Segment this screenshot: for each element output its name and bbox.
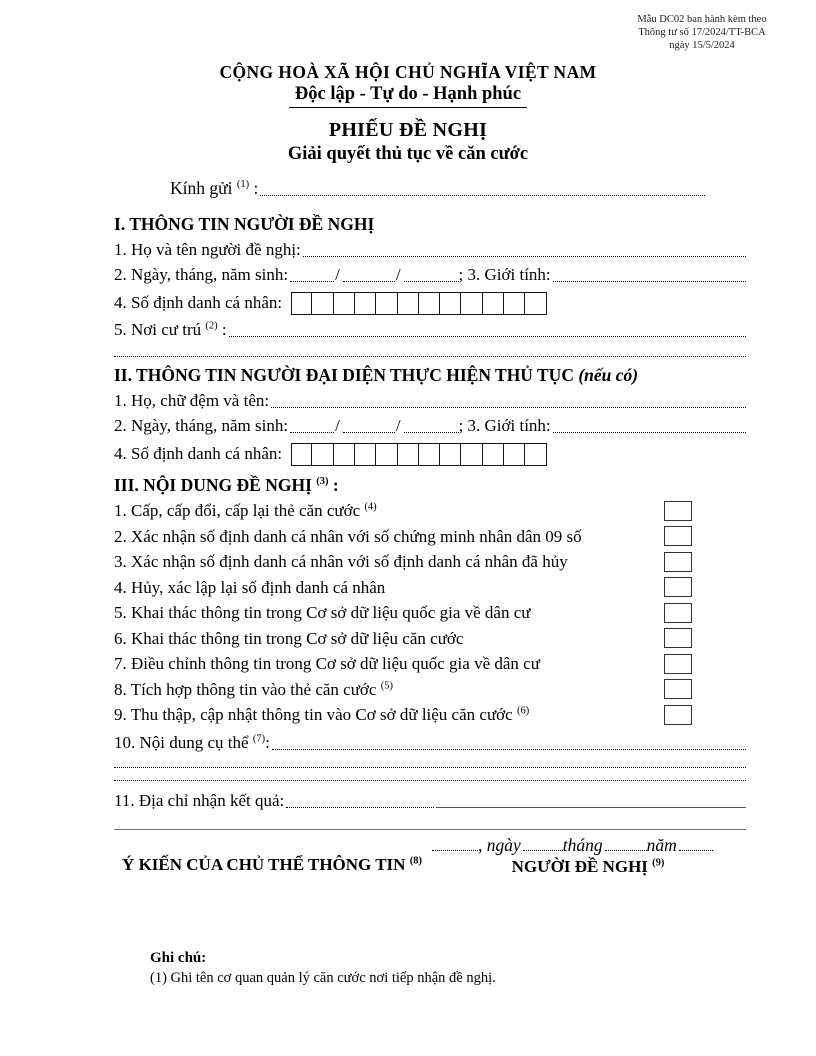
request-item-label: 2. Xác nhận số định danh cá nhân với số chứng minh nhân dân 09 số xyxy=(114,526,582,546)
request-item-label: 1. Cấp, cấp đổi, cấp lại thẻ căn cước $^{(4)}$ xyxy=(114,501,377,520)
representative-dob-row: 2. Ngày, tháng, năm sinh: / / ; 3. Giới tính: xyxy=(114,413,746,438)
idbox-cell[interactable] xyxy=(461,292,482,315)
footnotes xyxy=(114,949,746,988)
detail-content-input-line[interactable] xyxy=(272,748,746,750)
year-input-line[interactable] xyxy=(679,849,713,851)
detail-content-continuation-line-2[interactable] xyxy=(114,768,746,781)
form-title: PHIẾU ĐỀ NGHỊ xyxy=(328,119,488,141)
form-reference-line1: Mẫu DC02 ban hành kèm theo xyxy=(637,14,767,25)
date-place-row: , ngày tháng năm xyxy=(430,835,746,856)
request-item-row-7 xyxy=(114,651,746,677)
request-item-row-2 xyxy=(114,524,746,550)
idbox-cell[interactable] xyxy=(355,443,376,466)
applicant-dob-label: 2. Ngày, tháng, năm sinh: xyxy=(114,265,289,284)
national-motto: Độc lập - Tự do - Hạnh phúc xyxy=(289,84,527,108)
representative-id-label: 4. Số định danh cá nhân: xyxy=(114,444,283,463)
idbox-cell[interactable] xyxy=(312,292,333,315)
result-address-row xyxy=(114,788,746,813)
form-body xyxy=(114,176,746,988)
applicant-dob-year-line[interactable] xyxy=(404,280,459,282)
idbox-cell[interactable] xyxy=(483,292,504,315)
form-reference-line3: ngày 15/5/2024 xyxy=(669,40,735,51)
applicant-dob-row: 2. Ngày, tháng, năm sinh: / / ; 3. Giới tính: xyxy=(114,262,746,287)
section3-title: III. NỘI DUNG ĐỀ NGHỊ $^{(3)}$ : xyxy=(114,475,339,495)
request-item-row-5 xyxy=(114,600,746,626)
representative-gender-label: ; 3. Giới tính: xyxy=(458,416,551,435)
footnotes-title: Ghi chú: xyxy=(150,949,207,966)
idbox-cell[interactable] xyxy=(419,443,440,466)
applicant-id-number-boxes[interactable] xyxy=(291,292,547,315)
section1-title: I. THÔNG TIN NGƯỜI ĐỀ NGHỊ xyxy=(114,214,375,234)
form-reference-note xyxy=(622,13,782,52)
recipient-label: Kính gửi $^{(1)}$ : xyxy=(170,178,259,198)
day-input-line[interactable] xyxy=(523,849,563,851)
request-item-label: 6. Khai thác thông tin trong Cơ sở dữ liệu căn cước xyxy=(114,628,464,648)
national-title: CỘNG HOÀ XÃ HỘI CHỦ NGHĨA VIỆT NAM xyxy=(219,62,597,82)
idbox-cell[interactable] xyxy=(334,443,355,466)
recipient-input-line[interactable] xyxy=(260,194,705,196)
request-item-label: 9. Thu thập, cập nhật thông tin vào Cơ sở dữ liệu căn cước $^{(6)}$ xyxy=(114,705,530,724)
checkbox-item-9[interactable] xyxy=(664,705,692,725)
idbox-cell[interactable] xyxy=(398,443,419,466)
request-item-label: 3. Xác nhận số định danh cá nhân với số định danh cá nhân đã hủy xyxy=(114,552,568,571)
idbox-cell[interactable] xyxy=(291,292,312,315)
footnote-marker-6: (6) xyxy=(516,705,530,717)
request-item-row-8 xyxy=(114,677,746,703)
data-subject-opinion-title: Ý KIẾN CỦA CHỦ THỂ THÔNG TIN $^{(8)}$ xyxy=(122,854,422,874)
place-input-line[interactable] xyxy=(432,849,478,851)
applicant-id-label: 4. Số định danh cá nhân: xyxy=(114,293,283,312)
representative-dob-day-line[interactable] xyxy=(290,431,334,433)
applicant-residence-input-line[interactable] xyxy=(229,335,746,337)
applicant-residence-row xyxy=(114,317,746,342)
representative-name-row xyxy=(114,388,746,413)
detail-content-label: 10. Nội dung cụ thể $^{(7)}$: xyxy=(114,732,270,752)
idbox-cell[interactable] xyxy=(398,292,419,315)
idbox-cell[interactable] xyxy=(312,443,333,466)
section-divider xyxy=(114,829,746,830)
request-item-row-3 xyxy=(114,549,746,575)
idbox-cell[interactable] xyxy=(525,292,546,315)
checkbox-item-8[interactable] xyxy=(664,679,692,699)
footnote-marker-3: (3) xyxy=(316,476,329,488)
idbox-cell[interactable] xyxy=(525,443,546,466)
idbox-cell[interactable] xyxy=(291,443,312,466)
idbox-cell[interactable] xyxy=(504,292,525,315)
checkbox-item-2[interactable] xyxy=(664,526,692,546)
request-item-row-4 xyxy=(114,575,746,601)
result-address-dotted-line[interactable] xyxy=(286,806,434,808)
request-item-label: 7. Điều chỉnh thông tin trong Cơ sở dữ liệu quốc gia về dân cư xyxy=(114,654,540,673)
footnote-marker-8: (8) xyxy=(409,854,422,866)
checkbox-item-1[interactable] xyxy=(664,501,692,521)
idbox-cell[interactable] xyxy=(355,292,376,315)
idbox-cell[interactable] xyxy=(440,292,461,315)
footnote-marker-1: (1) xyxy=(236,179,250,191)
signature-right-column xyxy=(430,835,746,877)
idbox-cell[interactable] xyxy=(461,443,482,466)
checkbox-item-5[interactable] xyxy=(664,603,692,623)
result-address-label: 11. Địa chỉ nhận kết quả: xyxy=(114,790,285,810)
applicant-gender-label: ; 3. Giới tính: xyxy=(458,265,551,284)
idbox-cell[interactable] xyxy=(376,443,397,466)
representative-dob-year-line[interactable] xyxy=(404,431,459,433)
footnote-marker-4: (4) xyxy=(364,501,377,513)
applicant-name-label: 1. Họ và tên người đề nghị: xyxy=(114,240,301,259)
applicant-residence-label: 5. Nơi cư trú $^{(2)}$ : xyxy=(114,320,227,339)
checkbox-item-4[interactable] xyxy=(664,577,692,597)
representative-gender-input-line[interactable] xyxy=(553,431,746,433)
applicant-dob-month-line[interactable] xyxy=(343,280,395,282)
idbox-cell[interactable] xyxy=(419,292,440,315)
representative-name-label: 1. Họ, chữ đệm và tên: xyxy=(114,391,270,410)
representative-id-number-boxes[interactable] xyxy=(291,443,547,466)
request-item-row-1 xyxy=(114,498,746,524)
representative-dob-label: 2. Ngày, tháng, năm sinh: xyxy=(114,416,289,435)
request-item-label: 8. Tích hợp thông tin vào thẻ căn cước $^{(5)}$ xyxy=(114,679,393,699)
checkbox-item-3[interactable] xyxy=(664,552,692,572)
section2-title-note: (nếu có) xyxy=(578,365,639,385)
form-subtitle: Giải quyết thủ tục về căn cước xyxy=(287,144,529,164)
request-item-row-6 xyxy=(114,626,746,652)
applicant-residence-continuation-line[interactable] xyxy=(114,342,746,357)
month-input-line[interactable] xyxy=(605,849,647,851)
request-item-label: 4. Hủy, xác lập lại số định danh cá nhân xyxy=(114,577,386,597)
applicant-name-row xyxy=(114,237,746,262)
footnote-marker-7: (7) xyxy=(252,732,266,744)
representative-dob-month-line[interactable] xyxy=(343,431,395,433)
idbox-cell[interactable] xyxy=(334,292,355,315)
footnote-marker-2: (2) xyxy=(205,320,218,332)
detail-content-continuation-line-1[interactable] xyxy=(114,755,746,768)
form-reference-line2: Thông tư số 17/2024/TT-BCA xyxy=(638,27,766,38)
idbox-cell[interactable] xyxy=(504,443,525,466)
idbox-cell[interactable] xyxy=(440,443,461,466)
applicant-id-row xyxy=(114,289,746,317)
applicant-gender-input-line[interactable] xyxy=(553,280,746,282)
checkbox-item-6[interactable] xyxy=(664,628,692,648)
idbox-cell[interactable] xyxy=(376,292,397,315)
idbox-cell[interactable] xyxy=(483,443,504,466)
result-address-solid-line[interactable] xyxy=(436,806,746,808)
footnote-marker-5: (5) xyxy=(380,679,393,691)
request-item-label: 5. Khai thác thông tin trong Cơ sở dữ liệu quốc gia về dân cư xyxy=(114,603,531,622)
checkbox-item-7[interactable] xyxy=(664,654,692,674)
footnote-1-text: (1) Ghi tên cơ quan quản lý căn cước nơi tiếp nhận đề nghị. xyxy=(150,969,496,986)
applicant-signature-title: NGƯỜI ĐỀ NGHỊ $^{(9)}$ xyxy=(511,856,665,876)
detail-content-row xyxy=(114,730,746,755)
applicant-name-input-line[interactable] xyxy=(303,255,746,257)
footnote-marker-9: (9) xyxy=(652,856,665,868)
section2-title: II. THÔNG TIN NGƯỜI ĐẠI DIỆN THỰC HIỆN THỦ TỤC (nếu có) xyxy=(114,365,639,385)
recipient-row xyxy=(114,176,705,201)
representative-name-input-line[interactable] xyxy=(271,406,746,408)
request-item-row-9 xyxy=(114,702,746,728)
representative-id-row xyxy=(114,440,746,468)
signature-block xyxy=(114,835,746,877)
applicant-dob-day-line[interactable] xyxy=(290,280,334,282)
